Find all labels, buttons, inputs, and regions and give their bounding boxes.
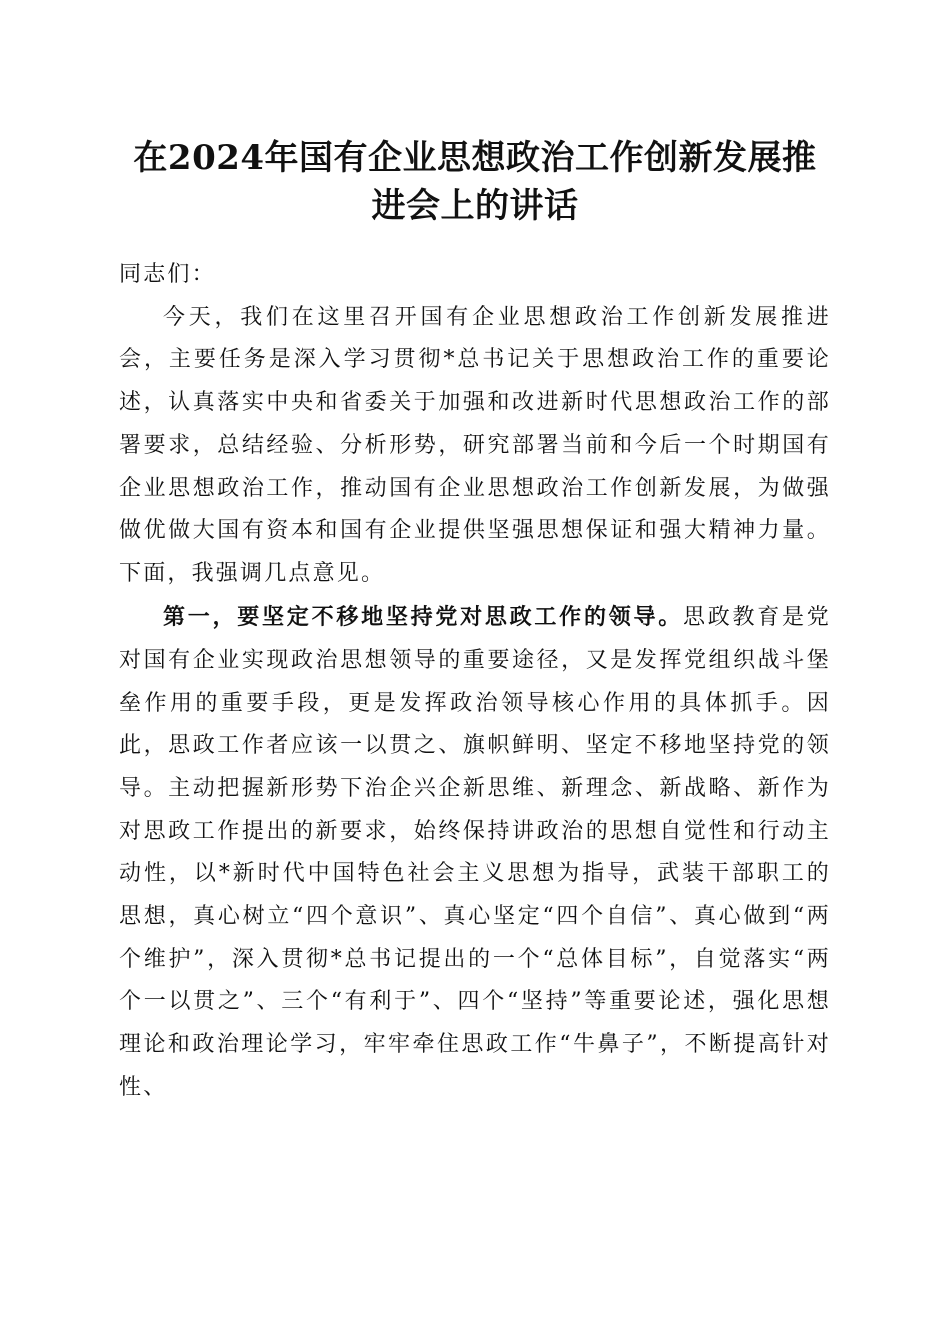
document-body	[119, 254, 831, 1110]
paragraph-2-body: 思政教育是党对国有企业实现政治思想领导的重要途径，又是发挥党组织战斗堡垒作用的重要手段，更是发挥政治领导核心作用的具体抓手。因此，思政工作者应该一以贯之、旗帜鲜明、坚定不移地坚持党的领导。主动把握新形势下治企兴企新思维、新理念、新战略、新作为对思政工作提出的新要求，始终保持讲政治的思想自觉性和行动主动性，以*新时代中国特色社会主义思想为指导，武装干部职工的思想，真心树立“四个意识”、真心坚定“四个自信”、真心做到“两个维护”，深入贯彻*总书记提出的一个“总体目标”，自觉落实“两个一以贯之”、三个“有利于”、四个“坚持”等重要论述，强化思想理论和政治理论学习，牢牢牵住思政工作“牛鼻子”，不断提高针对性、	[119, 605, 832, 1100]
title-line-1: 在2024年国有企业思想政治工作创新发展推	[133, 138, 817, 178]
salutation: 同志们：	[119, 262, 216, 287]
title-line-2: 进会上的讲话	[371, 186, 579, 226]
paragraph-1: 今天，我们在这里召开国有企业思想政治工作创新发展推进会，主要任务是深入学习贯彻*总书记关于思想政治工作的重要论述，认真落实中央和省委关于加强和改进新时代思想政治工作的部署要求，总结经验、分析形势，研究部署当前和今后一个时期国有企业思想政治工作，推动国有企业思想政治工作创新发展，为做强做优做大国有资本和国有企业提供坚强思想保证和强大精神力量。下面，我强调几点意见。	[119, 304, 831, 586]
document-title	[110, 134, 840, 230]
paragraph-2	[119, 596, 831, 1109]
paragraph-2-heading: 第一，要坚定不移地坚持党对思政工作的领导。	[163, 604, 683, 631]
